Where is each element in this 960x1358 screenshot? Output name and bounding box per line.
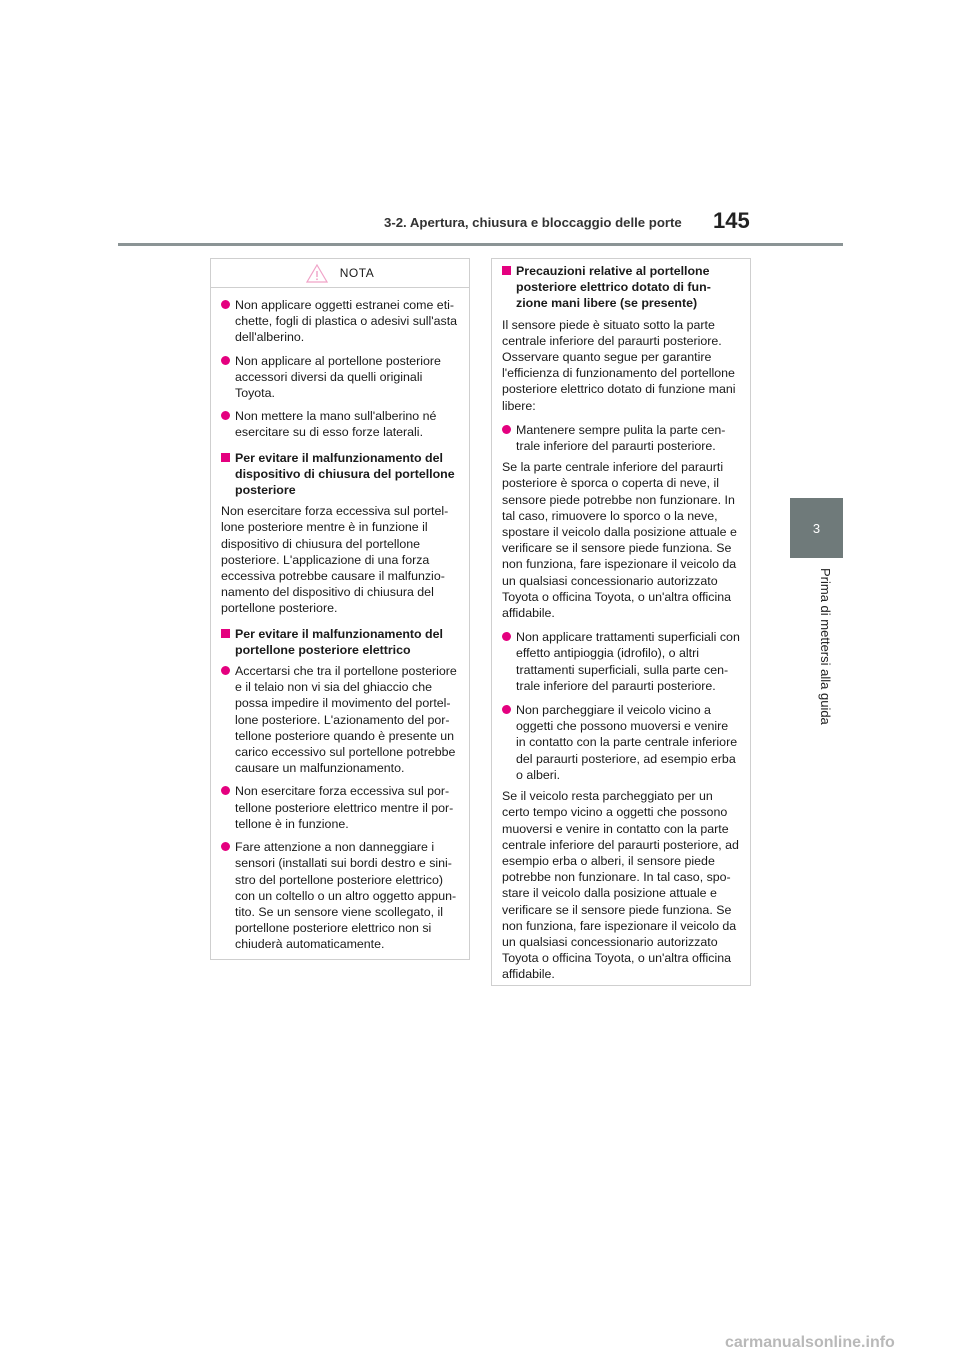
paragraph: Se la parte centrale inferiore del paraurti posteriore è sporca o coperta di neve, il sensore piede potrebbe non funzionare. In tal caso, rimuovere lo sporco o la neve, spostare il veicolo dalla posizione attuale e verificare se il sensore piede funziona. Se non funziona, fare ispezionare il veicolo da un qualsiasi concessionario autorizzato Toyota o officina Toyota, o un'altra officina affidabile.: [502, 460, 737, 621]
watermark: carmanualsonline.info: [725, 1334, 895, 1351]
chapter-side-label: Prima di mettersi alla guida: [818, 568, 833, 725]
list-item: Non applicare al portellone posteriore accessori diversi da quelli originali Toyota.: [221, 353, 459, 402]
bullet-icon: [502, 632, 511, 641]
chapter-tab: 3: [790, 498, 843, 558]
warning-triangle-icon: [306, 264, 328, 283]
bullet-icon: [221, 411, 230, 420]
paragraph: Il sensore piede è situato sotto la parte centrale inferiore del paraurti posteriore. Osservare quanto segue per garantire l'efficienza di funzionamento del portellone posteriore elettrico dotato di funzione mani libere:: [502, 317, 736, 413]
list-item: Non esercitare forza eccessiva sul por-tellone posteriore elettrico mentre il por-tellone è in funzione.: [221, 783, 459, 832]
list-item: Non mettere la mano sull'alberino né esercitare su di esso forze laterali.: [221, 408, 459, 440]
hands-free-box: [491, 258, 751, 986]
square-bullet-icon: [221, 629, 230, 638]
bullet-icon: [221, 666, 230, 675]
bullet-icon: [502, 425, 511, 434]
bullet-icon: [221, 842, 230, 851]
list-item: Non applicare oggetti estranei come eti-chette, fogli di plastica o adesivi sull'asta dell'alberino.: [221, 297, 459, 346]
list-item: Non applicare trattamenti superficiali con effetto antipioggia (idrofilo), o altri trattamenti superficiali, sulla parte cen-trale inferiore del paraurti posteriore.: [502, 629, 740, 694]
nota-title: NOTA: [339, 265, 375, 280]
list-item: Accertarsi che tra il portellone posteriore e il telaio non vi sia del ghiaccio che possa impedire il movimento del portel-lone posteriore. L'azionamento del por-tellone posteriore quando è presente un carico eccessivo sul portellone potrebbe causare un malfunzionamento.: [221, 663, 459, 776]
nota-box: [210, 258, 470, 960]
section-title: 3-2. Apertura, chiusura e bloccaggio delle porte: [384, 215, 682, 230]
paragraph: Se il veicolo resta parcheggiato per un certo tempo vicino a oggetti che possono muoversi e venire in contatto con la parte centrale inferiore del paraurti posteriore, ad esempio erba o alberi, il sensore piede potrebbe non funzionare. In tal caso, spo-stare il veicolo dalla posizione attuale e verificare se il sensore piede funziona. Se non funziona, fare ispezionare il veicolo da un qualsiasi concessionario autorizzato Toyota o officina Toyota, o un'altra officina affidabile.: [502, 789, 739, 982]
list-item: Mantenere sempre pulita la parte cen-trale inferiore del paraurti posteriore.: [502, 422, 740, 454]
header-rule: [118, 243, 843, 246]
subheading: Per evitare il malfunzionamento del dispositivo di chiusura del portellone posteriore: [221, 450, 459, 499]
list-item: Fare attenzione a non danneggiare i sensori (installati sui bordi destro e sini-stro del portellone posteriore elettrico) con un coltello o un altro oggetto appun-tito. Se un sensore viene scollegato, il portellone posteriore elettrico non si chiuderà automaticamente.: [221, 839, 459, 952]
square-bullet-icon: [502, 266, 511, 275]
subheading: Per evitare il malfunzionamento del portellone posteriore elettrico: [221, 626, 459, 658]
nota-header: [211, 259, 469, 288]
bullet-icon: [502, 705, 511, 714]
list-item: Non parcheggiare il veicolo vicino a oggetti che possono muoversi e venire in contatto con la parte centrale inferiore del paraurti posteriore, ad esempio erba o alberi.: [502, 702, 740, 783]
bullet-icon: [221, 786, 230, 795]
subheading: Precauzioni relative al portellone posteriore elettrico dotato di fun-zione mani libere (se presente): [502, 263, 740, 312]
bullet-icon: [221, 356, 230, 365]
square-bullet-icon: [221, 453, 230, 462]
page-number: 145: [713, 208, 750, 233]
bullet-icon: [221, 300, 230, 309]
paragraph: Non esercitare forza eccessiva sul portel-lone posteriore mentre è in funzione il dispositivo di chiusura del portellone posteriore. L'applicazione di una forza eccessiva potrebbe causare il malfunzio-namento del dispositivo di chiusura del portellone posteriore.: [221, 504, 449, 616]
